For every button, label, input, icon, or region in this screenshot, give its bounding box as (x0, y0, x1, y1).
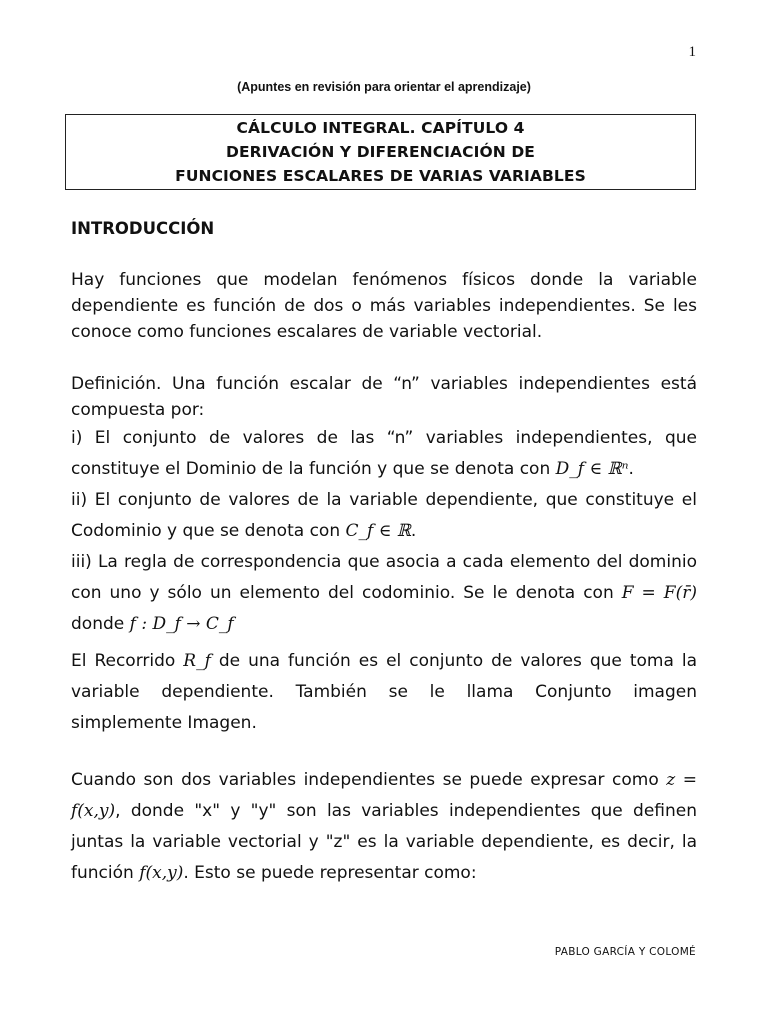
z-formula: z = f(x,y) (71, 770, 697, 821)
chapter-title-box (65, 114, 696, 190)
item-ii-text: ii) El conjunto de valores de la variable dependiente, que constituye el Codominio y que se denota con (71, 490, 697, 541)
item-iii-mid: donde (71, 614, 125, 634)
domain-formula: D_f ∈ ℝⁿ (555, 459, 629, 479)
range-text-a: El Recorrido (71, 651, 176, 671)
range-text-b: de una función es el conjunto de valores que toma la variable dependiente. También se le llama Conjunto imagen simplemente Imagen. (71, 651, 698, 733)
page-number: 1 (688, 44, 696, 60)
two-var-text-a: Cuando son dos variables independientes se puede expresar como (71, 770, 659, 790)
body-text (71, 267, 697, 889)
title-line-3: FUNCIONES ESCALARES DE VARIAS VARIABLES (175, 167, 586, 185)
section-heading: INTRODUCCIÓN (71, 219, 215, 238)
two-var-text-c: . Esto se puede representar como: (183, 863, 477, 883)
rule-formula: F = F(r̄) (621, 583, 697, 603)
item-i-text: i) El conjunto de valores de las “n” variables independientes, que constituye el Dominio de la función y que se denota con (71, 428, 697, 479)
item-iii-text: iii) La regla de correspondencia que asocia a cada elemento del dominio con uno y sólo un elemento del codominio. Se le denota con (71, 552, 697, 603)
paragraph-two-variables (71, 765, 697, 889)
definition-item-ii: ii) El conjunto de valores de la variable dependiente, que constituye el Codominio y que se denota con C_f ∈ ℝ. (71, 490, 697, 541)
revision-note: (Apuntes en revisión para orientar el aprendizaje) (237, 80, 531, 94)
paragraph-range (71, 646, 697, 739)
author-footer: PABLO GARCÍA Y COLOMÉ (554, 946, 696, 958)
paragraph-intro: Hay funciones que modelan fenómenos físicos donde la variable dependiente es función de dos o más variables independientes. Se les conoce como funciones escalares de variable vectorial. (71, 270, 697, 342)
title-line-1: CÁLCULO INTEGRAL. CAPÍTULO 4 (236, 119, 525, 137)
paragraph-definition: Definición. Una función escalar de “n” variables independientes está compuesta por: (71, 374, 697, 420)
fxy-formula: f(x,y) (139, 863, 184, 883)
mapping-formula: f : D_f → C_f (129, 614, 234, 634)
definition-item-iii (71, 547, 697, 640)
two-var-text-b: , donde "x" y "y" son las variables independientes que definen juntas la variable vectorial y "z" es la variable dependiente, es decir, la función (71, 801, 697, 883)
codomain-formula: C_f ∈ ℝ (345, 521, 411, 541)
range-formula: R_f (183, 651, 211, 671)
definition-item-i: i) El conjunto de valores de las “n” variables independientes, que constituye el Dominio de la función y que se denota con D_f ∈ ℝⁿ. (71, 428, 697, 479)
title-line-2: DERIVACIÓN Y DIFERENCIACIÓN DE (226, 143, 535, 161)
